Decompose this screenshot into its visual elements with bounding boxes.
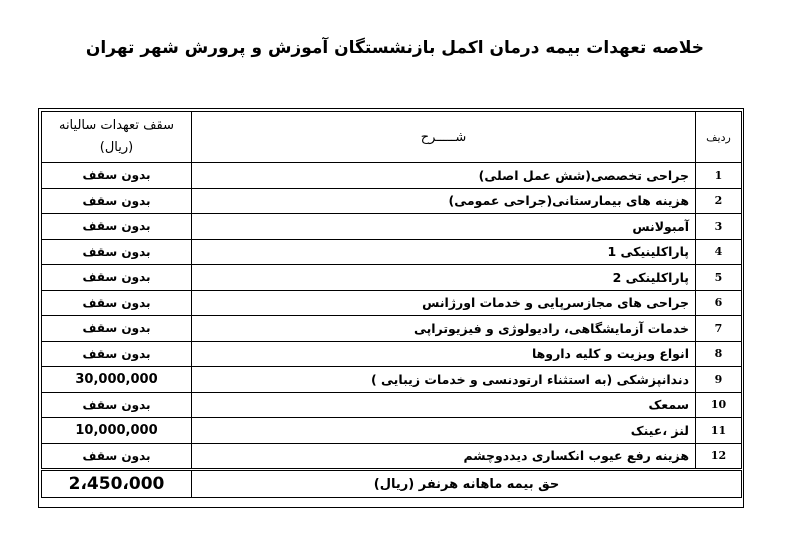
row-description: جراحی تخصصی(شش عمل اصلی)	[192, 163, 696, 189]
row-description: هزینه رفع عیوب انکساری دیددوچشم	[192, 443, 696, 470]
row-description: انواع ویزیت و کلیه داروها	[192, 341, 696, 367]
row-number: 8	[696, 341, 742, 367]
table-row	[42, 290, 742, 316]
table-row	[42, 239, 742, 265]
header-description: شـــــرح	[192, 112, 696, 163]
row-number: 4	[696, 239, 742, 265]
row-number: 2	[696, 188, 742, 214]
row-cap: بدون سقف	[42, 392, 192, 418]
header-row-no: ردیف	[696, 112, 742, 163]
row-description: سمعک	[192, 392, 696, 418]
row-cap: بدون سقف	[42, 443, 192, 470]
row-number: 9	[696, 367, 742, 393]
row-cap: بدون سقف	[42, 341, 192, 367]
table-row	[42, 341, 742, 367]
table-row	[42, 214, 742, 240]
table-row	[42, 367, 742, 393]
row-description: پاراکلینیکی 1	[192, 239, 696, 265]
row-description: جراحی های مجازسرپایی و خدمات اورژانس	[192, 290, 696, 316]
row-cap: 30,000,000	[42, 367, 192, 393]
row-cap: بدون سقف	[42, 290, 192, 316]
row-cap: بدون سقف	[42, 163, 192, 189]
table-row	[42, 443, 742, 470]
row-number: 12	[696, 443, 742, 470]
row-number: 11	[696, 418, 742, 444]
row-description: لنز ،عینک	[192, 418, 696, 444]
row-number: 7	[696, 316, 742, 342]
header-cap-line2: (ریال)	[99, 140, 134, 155]
row-cap: بدون سقف	[42, 239, 192, 265]
row-description: دندانپزشکی (به استثناء ارتودنسی و خدمات زیبایی )	[192, 367, 696, 393]
monthly-premium-value: 2،450،000	[42, 470, 192, 498]
header-annual-cap	[42, 112, 192, 163]
row-number: 3	[696, 214, 742, 240]
table-row	[42, 265, 742, 291]
table-header-row	[42, 112, 742, 163]
row-cap: بدون سقف	[42, 316, 192, 342]
row-cap: 10,000,000	[42, 418, 192, 444]
row-cap: بدون سقف	[42, 188, 192, 214]
row-description: آمبولانس	[192, 214, 696, 240]
row-number: 6	[696, 290, 742, 316]
table-row	[42, 163, 742, 189]
row-description: خدمات آزمایشگاهی، رادیولوژی و فیزیوتراپی	[192, 316, 696, 342]
table-row	[42, 188, 742, 214]
row-cap: بدون سقف	[42, 214, 192, 240]
row-cap: بدون سقف	[42, 265, 192, 291]
header-cap-line1: سقف تعهدات سالیانه	[58, 118, 175, 133]
row-description: پاراکلینکی 2	[192, 265, 696, 291]
row-number: 10	[696, 392, 742, 418]
table-row	[42, 316, 742, 342]
page-title: خلاصه تعهدات بیمه درمان اکمل بازنشستگان آموزش و پرورش شهر تهران	[85, 38, 705, 58]
total-row	[42, 470, 742, 498]
row-number: 5	[696, 265, 742, 291]
table-row	[42, 418, 742, 444]
row-description: هزینه های بیمارستانی(جراحی عمومی)	[192, 188, 696, 214]
monthly-premium-label: حق بیمه ماهانه هرنفر (ریال)	[192, 470, 742, 498]
table-row	[42, 392, 742, 418]
row-number: 1	[696, 163, 742, 189]
coverage-table	[41, 111, 742, 498]
